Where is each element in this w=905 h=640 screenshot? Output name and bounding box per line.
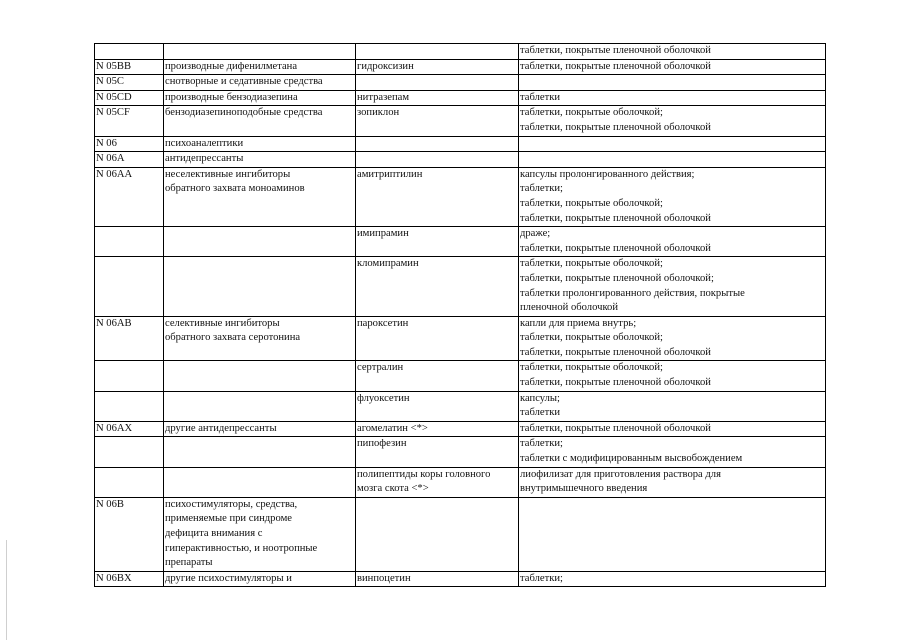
dosage-form-cell [519,316,826,361]
drug-name-cell [356,59,519,75]
table-row [95,391,826,421]
atc-code-cell [95,391,164,421]
cell-text: N 05CD [96,91,132,103]
atc-group-cell [164,106,356,136]
table-row [95,316,826,361]
table-row [95,44,826,60]
dosage-form-cell [519,497,826,571]
dosage-form-cell [519,227,826,257]
table-row [95,152,826,168]
cell-line: таблетки с модифицированным высвобождением [520,453,743,465]
cell-line: сертралин [357,362,404,374]
cell-line: драже; [520,228,551,240]
atc-group-cell [164,227,356,257]
table-row [95,59,826,75]
atc-code-cell [95,497,164,571]
dosage-form-cell [519,467,826,497]
drug-name-cell [356,257,519,316]
cell-text: N 06AA [96,168,133,180]
cell-text: N 05CF [96,107,130,119]
table-row [95,421,826,437]
atc-group-cell [164,44,356,60]
dosage-form-cell [519,421,826,437]
drug-name-cell [356,106,519,136]
dosage-form-cell [519,44,826,60]
drug-name-cell [356,152,519,168]
cell-line: таблетки, покрытые пленочной оболочкой [520,346,711,358]
drug-name-cell [356,75,519,91]
cell-line: имипрамин [357,228,409,240]
cell-line: гиперактивностью, и ноотропные [165,542,318,554]
cell-line: пароксетин [357,317,409,329]
cell-line: таблетки, покрытые пленочной оболочкой [520,422,711,434]
table-row [95,497,826,571]
drug-name-cell [356,136,519,152]
table-row [95,437,826,467]
atc-group-cell [164,437,356,467]
table-row [95,75,826,91]
cell-line: капсулы; [520,392,560,404]
cell-line: психоаналептики [165,137,244,149]
cell-line: таблетки, покрытые пленочной оболочкой [520,212,711,224]
cell-line: таблетки [520,91,561,103]
atc-code-cell [95,59,164,75]
atc-code-cell [95,571,164,587]
cell-text: N 06AX [96,422,133,434]
dosage-form-cell [519,152,826,168]
cell-line: применяемые при синдроме [165,513,292,525]
cell-line: внутримышечного введения [520,483,648,495]
cell-line: агомелатин <*> [357,422,428,434]
dosage-form-cell [519,571,826,587]
atc-group-cell [164,136,356,152]
cell-line: психостимуляторы, средства, [165,498,298,510]
atc-code-cell [95,152,164,168]
dosage-form-cell [519,90,826,106]
atc-group-cell [164,391,356,421]
atc-code-cell [95,167,164,226]
cell-line: таблетки; [520,183,563,195]
cell-line: таблетки, покрытые оболочкой; [520,258,663,270]
cell-line: лиофилизат для приготовления раствора для [520,468,721,480]
cell-line: капли для приема внутрь; [520,317,637,329]
atc-group-cell [164,59,356,75]
atc-code-cell [95,437,164,467]
dosage-form-cell [519,167,826,226]
cell-line: неселективные ингибиторы [165,168,291,180]
drug-name-cell [356,421,519,437]
drug-name-cell [356,227,519,257]
cell-line: производные дифенилметана [165,60,298,72]
cell-line: нитразепам [357,91,410,103]
cell-line: таблетки [520,407,561,419]
cell-line: таблетки; [520,572,563,584]
atc-code-cell [95,106,164,136]
cell-line: винпоцетин [357,572,411,584]
dosage-form-cell [519,361,826,391]
cell-line: другие антидепрессанты [165,422,277,434]
atc-code-cell [95,227,164,257]
table-row [95,227,826,257]
cell-line: таблетки, покрытые пленочной оболочкой [520,60,711,72]
cell-line: антидепрессанты [165,153,244,165]
cell-line: другие психостимуляторы и [165,572,292,584]
atc-code-cell [95,316,164,361]
drug-name-cell [356,44,519,60]
scan-margin-line [6,540,7,640]
atc-group-cell [164,421,356,437]
table-row [95,167,826,226]
cell-line: обратного захвата моноаминов [165,183,305,195]
atc-group-cell [164,167,356,226]
atc-group-cell [164,90,356,106]
cell-line: снотворные и седативные средства [165,76,323,88]
cell-line: таблетки, покрытые пленочной оболочкой [520,242,711,254]
dosage-form-cell [519,136,826,152]
atc-group-cell [164,497,356,571]
cell-text: N 06AB [96,317,132,329]
cell-line: таблетки; [520,438,563,450]
cell-line: мозга скота <*> [357,483,429,495]
dosage-form-cell [519,59,826,75]
drug-name-cell [356,571,519,587]
atc-code-cell [95,136,164,152]
atc-code-cell [95,44,164,60]
dosage-form-cell [519,75,826,91]
cell-text: N 05C [96,76,124,88]
drug-name-cell [356,167,519,226]
cell-line: таблетки, покрытые пленочной оболочкой [520,377,711,389]
dosage-form-cell [519,257,826,316]
table-row [95,571,826,587]
cell-line: таблетки, покрытые оболочкой; [520,197,663,209]
atc-group-cell [164,257,356,316]
dosage-form-cell [519,391,826,421]
drug-name-cell [356,361,519,391]
dosage-form-cell [519,106,826,136]
cell-line: обратного захвата серотонина [165,332,301,344]
cell-line: дефицита внимания с [165,528,263,539]
atc-code-cell [95,361,164,391]
table-row [95,90,826,106]
cell-line: таблетки, покрытые оболочкой; [520,332,663,344]
cell-line: таблетки, покрытые оболочкой; [520,107,663,119]
drug-list-table [94,43,826,587]
cell-line: зопиклон [357,107,400,119]
cell-line: производные бензодиазепина [165,91,298,103]
drug-name-cell [356,316,519,361]
cell-text: N 06 [96,137,117,149]
atc-group-cell [164,361,356,391]
cell-line: таблетки, покрытые пленочной оболочкой; [520,272,714,284]
table-row [95,257,826,316]
dosage-form-cell [519,437,826,467]
cell-text: N 05BB [96,60,132,72]
table-row [95,467,826,497]
cell-line: гидроксизин [357,60,414,72]
cell-line: кломипрамин [357,258,419,270]
table-row [95,361,826,391]
drug-name-cell [356,467,519,497]
cell-line: полипептиды коры головного [357,468,491,480]
cell-line: препараты [165,557,213,569]
atc-group-cell [164,316,356,361]
drug-name-cell [356,437,519,467]
cell-line: флуоксетин [357,392,410,404]
cell-line: таблетки пролонгированного действия, покрытые [520,287,745,299]
cell-line: таблетки, покрытые оболочкой; [520,362,663,374]
drug-name-cell [356,497,519,571]
table-body [95,44,826,587]
cell-line: бензодиазепиноподобные средства [165,107,323,119]
atc-code-cell [95,467,164,497]
atc-code-cell [95,75,164,91]
cell-line: капсулы пролонгированного действия; [520,168,695,180]
drug-name-cell [356,391,519,421]
atc-group-cell [164,571,356,587]
atc-code-cell [95,90,164,106]
table-row [95,106,826,136]
cell-text: N 06BX [96,572,132,584]
atc-group-cell [164,152,356,168]
cell-line: амитриптилин [357,168,423,180]
cell-line: таблетки, покрытые пленочной оболочкой [520,121,711,133]
cell-line: таблетки, покрытые пленочной оболочкой [520,45,711,56]
cell-line: селективные ингибиторы [165,317,280,329]
drug-name-cell [356,90,519,106]
table-row [95,136,826,152]
cell-line: пипофезин [357,438,407,450]
atc-group-cell [164,467,356,497]
atc-group-cell [164,75,356,91]
atc-code-cell [95,257,164,316]
cell-line: пленочной оболочкой [520,302,619,314]
cell-text: N 06B [96,498,124,510]
cell-text: N 06A [96,153,125,165]
atc-code-cell [95,421,164,437]
